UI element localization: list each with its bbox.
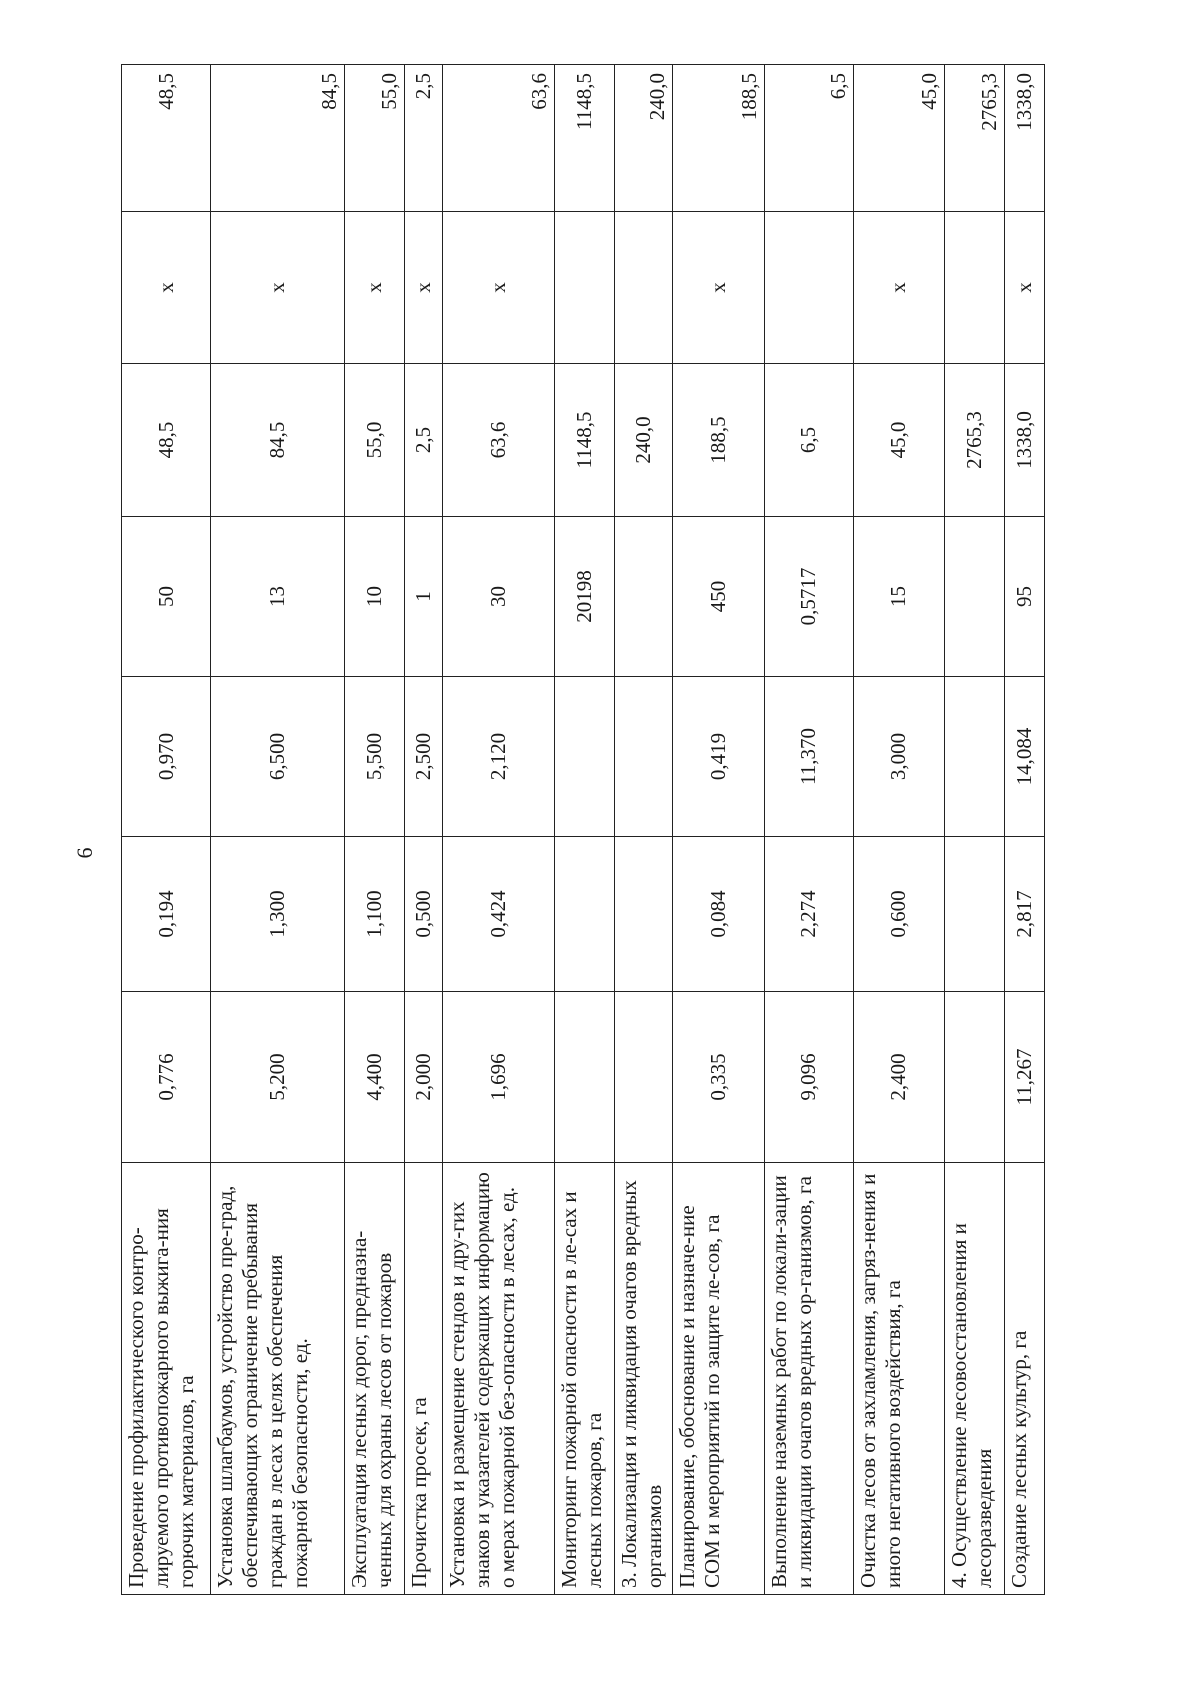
table-row xyxy=(1004,65,1044,1595)
cell-value: 0,335 xyxy=(673,992,764,1163)
cell-total: 1338,0 xyxy=(1004,65,1044,212)
cell-value: 55,0 xyxy=(345,364,404,517)
cell-total: 2,5 xyxy=(404,65,442,212)
rotated-table-wrapper xyxy=(121,65,1045,1595)
table-body xyxy=(122,65,1045,1595)
cell-total: 55,0 xyxy=(345,65,404,212)
cell-value xyxy=(614,837,672,992)
table-row xyxy=(673,65,764,1595)
cell-value xyxy=(614,212,672,364)
cell-value: 48,5 xyxy=(122,364,211,517)
cell-value: 11,370 xyxy=(764,677,853,837)
cell-value: 0,970 xyxy=(122,677,211,837)
cell-value: 1,100 xyxy=(345,837,404,992)
cell-value xyxy=(945,992,1004,1163)
row-description: 3. Локализация и ликвидация очагов вредных организмов xyxy=(614,1163,672,1595)
table-row xyxy=(555,65,614,1595)
table-row xyxy=(945,65,1004,1595)
cell-value: 1148,5 xyxy=(555,364,614,517)
cell-total: 63,6 xyxy=(442,65,555,212)
cell-value xyxy=(555,212,614,364)
table-row xyxy=(442,65,555,1595)
cell-total: 48,5 xyxy=(122,65,211,212)
cell-total: 1148,5 xyxy=(555,65,614,212)
cell-value: х xyxy=(211,212,345,364)
row-description: Выполнение наземных работ по локали-зации и ликвидации очагов вредных ор-ганизмов, га xyxy=(764,1163,853,1595)
cell-value: 0,500 xyxy=(404,837,442,992)
cell-value: 0,5717 xyxy=(764,517,853,677)
cell-value: 63,6 xyxy=(442,364,555,517)
cell-value xyxy=(945,837,1004,992)
cell-value: 0,194 xyxy=(122,837,211,992)
cell-value: х xyxy=(404,212,442,364)
cell-total: 6,5 xyxy=(764,65,853,212)
cell-value: 50 xyxy=(122,517,211,677)
cell-total: 188,5 xyxy=(673,65,764,212)
table-row xyxy=(614,65,672,1595)
cell-value: 0,084 xyxy=(673,837,764,992)
cell-value: 2765,3 xyxy=(945,364,1004,517)
row-description: Установка и размещение стендов и дру-гих знаков и указателей содержащих информацию о мерах пожарной без-опасности в лесах, ед. xyxy=(442,1163,555,1595)
table-row xyxy=(211,65,345,1595)
cell-value: 20198 xyxy=(555,517,614,677)
cell-value xyxy=(614,992,672,1163)
cell-value: 30 xyxy=(442,517,555,677)
cell-value: 0,776 xyxy=(122,992,211,1163)
table-row xyxy=(764,65,853,1595)
cell-value: 1338,0 xyxy=(1004,364,1044,517)
cell-value: 240,0 xyxy=(614,364,672,517)
row-description: Эксплуатация лесных дорог, предназна-ченных для охраны лесов от пожаров xyxy=(345,1163,404,1595)
row-description: Планирование, обоснование и назначе-ние СОМ и мероприятий по защите ле-сов, га xyxy=(673,1163,764,1595)
cell-value xyxy=(614,677,672,837)
cell-value: 5,500 xyxy=(345,677,404,837)
cell-value: 3,000 xyxy=(853,677,944,837)
cell-value: 6,5 xyxy=(764,364,853,517)
cell-value: 5,200 xyxy=(211,992,345,1163)
row-description: Создание лесных культур, га xyxy=(1004,1163,1044,1595)
cell-total: 84,5 xyxy=(211,65,345,212)
page-number: 6 xyxy=(72,847,97,859)
table-row xyxy=(122,65,211,1595)
table-row xyxy=(345,65,404,1595)
cell-value: 0,424 xyxy=(442,837,555,992)
table-row xyxy=(404,65,442,1595)
cell-value xyxy=(555,677,614,837)
cell-value: 188,5 xyxy=(673,364,764,517)
cell-value: 2,000 xyxy=(404,992,442,1163)
cell-value: х xyxy=(442,212,555,364)
cell-total: 240,0 xyxy=(614,65,672,212)
cell-value: 15 xyxy=(853,517,944,677)
cost-table xyxy=(121,64,1045,1595)
cell-value: х xyxy=(122,212,211,364)
row-description: Проведение профилактического контро-лируемого противопожарного выжига-ния горючих материалов, га xyxy=(122,1163,211,1595)
cell-value: 2,817 xyxy=(1004,837,1044,992)
cell-value: 1,300 xyxy=(211,837,345,992)
cell-value: 1 xyxy=(404,517,442,677)
table-row xyxy=(853,65,944,1595)
cell-value: 13 xyxy=(211,517,345,677)
cell-value: х xyxy=(345,212,404,364)
cell-value: 450 xyxy=(673,517,764,677)
cell-value: 4,400 xyxy=(345,992,404,1163)
cell-value xyxy=(555,837,614,992)
cell-value: 1,696 xyxy=(442,992,555,1163)
row-description: Прочистка просек, га xyxy=(404,1163,442,1595)
cell-value: 2,400 xyxy=(853,992,944,1163)
cell-total: 45,0 xyxy=(853,65,944,212)
row-description: Мониторинг пожарной опасности в ле-сах и лесных пожаров, га xyxy=(555,1163,614,1595)
row-description: 4. Осуществление лесовосстановления и лесоразведения xyxy=(945,1163,1004,1595)
cell-value xyxy=(614,517,672,677)
cell-value: 95 xyxy=(1004,517,1044,677)
cell-value: 2,120 xyxy=(442,677,555,837)
cell-value xyxy=(764,212,853,364)
cell-value: 2,500 xyxy=(404,677,442,837)
cell-value: 11,267 xyxy=(1004,992,1044,1163)
cell-value xyxy=(555,992,614,1163)
cell-value xyxy=(945,677,1004,837)
cell-value: 9,096 xyxy=(764,992,853,1163)
cell-value: 0,419 xyxy=(673,677,764,837)
cell-value xyxy=(945,517,1004,677)
cell-value: 0,600 xyxy=(853,837,944,992)
row-description: Установка шлагбаумов, устройство пре-град, обеспечивающих ограничение пребывания граждан в лесах в целях обеспечения пожарной безопасности, ед. xyxy=(211,1163,345,1595)
cell-value: 2,5 xyxy=(404,364,442,517)
cell-value: 14,084 xyxy=(1004,677,1044,837)
row-description: Очистка лесов от захламления, загряз-нения и иного негативного воздействия, га xyxy=(853,1163,944,1595)
cell-value: 2,274 xyxy=(764,837,853,992)
cell-value: 84,5 xyxy=(211,364,345,517)
cell-value: х xyxy=(853,212,944,364)
cell-value xyxy=(945,212,1004,364)
cell-value: х xyxy=(673,212,764,364)
cell-value: 10 xyxy=(345,517,404,677)
cell-value: х xyxy=(1004,212,1044,364)
cell-value: 45,0 xyxy=(853,364,944,517)
cell-value: 6,500 xyxy=(211,677,345,837)
cell-total: 2765,3 xyxy=(945,65,1004,212)
